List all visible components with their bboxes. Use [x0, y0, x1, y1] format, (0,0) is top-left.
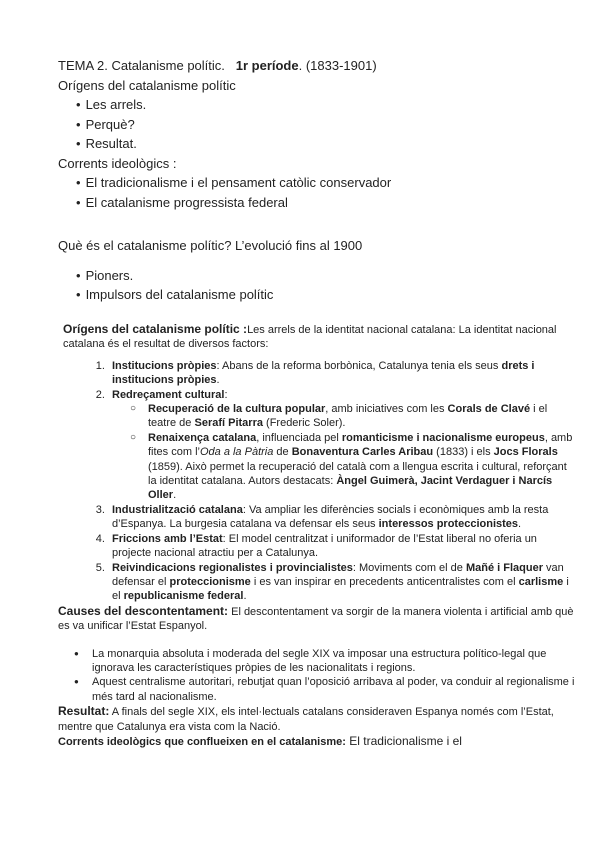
topic-title: TEMA 2. Catalanisme polític. 1r període. (1833-1901)	[58, 58, 377, 73]
result-paragraph: Resultat: A finals del segle XIX, els intel·lectuals catalans consideraven Espanya només com l’Estat, mentre que Catalunya era vista com la Nació.	[58, 704, 554, 733]
question-list	[58, 266, 578, 305]
origins-intro: Orígens del catalanisme polític :Les arrels de la identitat nacional catalana: La identitat nacional catalana és el resultat de diversos factors:	[63, 322, 557, 351]
causes-list	[58, 647, 578, 705]
list-item: • El tradicionalisme i el pensament catòlic conservador	[76, 173, 578, 193]
factor-item: 4. Friccions amb l’Estat: El model centralitzat i uniformador de l’Estat liberal no oferia un projecte nacional atractiu per a Catalunya.	[108, 532, 578, 561]
list-item: • Impulsors del catalanisme polític	[76, 285, 578, 305]
factor-item: 5. Reivindicacions regionalistes i provincialistes: Moviments com el de Mañé i Flaquer van defensar el proteccionisme i es van inspirar en precedents anticentralistes com el carlisme i el republicanisme federal.	[108, 561, 578, 604]
list-item: • Pioners.	[76, 266, 578, 286]
sub-item: ○ Recuperació de la cultura popular, amb iniciatives com les Corals de Clavé i el teatre de Serafí Pitarra (Frederic Soler).	[130, 402, 578, 431]
list-item: • Resultat.	[76, 134, 578, 154]
currents-paragraph: Corrents ideològics que conflueixen en el catalanisme: El tradicionalisme i el	[58, 733, 462, 748]
factor-item: 1. Institucions pròpies: Abans de la reforma borbònica, Catalunya tenia els seus drets i institucions pròpies.	[108, 359, 578, 388]
factor-item: 3. Industrialització catalana: Va ampliar les diferències socials i econòmiques amb la resta d’Espanya. La burgesia catalana va defensar els seus interessos proteccionistes.	[108, 503, 578, 532]
currents-list	[58, 173, 578, 212]
currents-heading: Corrents ideològics :	[58, 155, 177, 171]
factors-list	[58, 359, 578, 604]
list-item: • Perquè?	[76, 115, 578, 135]
factor-item: 2. Redreçament cultural: ○ Recuperació de la cultura popular, amb iniciatives com les Corals de Clavé i el teatre de Serafí Pitarra (Frederic Soler). ○ Renaixença catalana, influenciada pel romanticisme i nacionalisme europeus, amb fites com l’Oda a la Pàtria de Bonaventura Carles Aribau (1833) i els Jocs Florals (1859). Això permet la recuperació del català com a llengua escrita i cultural, reforçant la identitat catalana. Autors destacats: Àngel Guimerà, Jacint Verdaguer i Narcís Oller.	[108, 388, 578, 503]
detail-section	[58, 322, 578, 749]
topic-outline	[58, 56, 578, 305]
list-item: • El catalanisme progressista federal	[76, 193, 578, 213]
origins-heading: Orígens del catalanisme polític	[58, 77, 236, 93]
cultural-sublist	[112, 402, 578, 503]
origins-list	[58, 95, 578, 154]
causes-paragraph: Causes del descontentament: El descontentament va sorgir de la manera violenta i artificial amb què es va unificar l’Estat Espanyol.	[58, 603, 574, 633]
list-item: ● La monarquia absoluta i moderada del segle XIX va imposar una estructura político-legal que ignorava les característiques pròpies de les nacionalitats i regions.	[74, 647, 578, 676]
sub-item: ○ Renaixença catalana, influenciada pel romanticisme i nacionalisme europeus, amb fites com l’Oda a la Pàtria de Bonaventura Carles Aribau (1833) i els Jocs Florals (1859). Això permet la recuperació del català com a llengua escrita i cultural, reforçant la identitat catalana. Autors destacats: Àngel Guimerà, Jacint Verdaguer i Narcís Oller.	[130, 431, 578, 503]
question-heading: Què és el catalanisme polític? L’evolució fins al 1900	[58, 238, 363, 253]
list-item: • Les arrels.	[76, 95, 578, 115]
list-item: ● Aquest centralisme autoritari, rebutjat quan l’oposició arribava al poder, va conduir al regionalisme i més tard al nacionalisme.	[74, 675, 578, 704]
